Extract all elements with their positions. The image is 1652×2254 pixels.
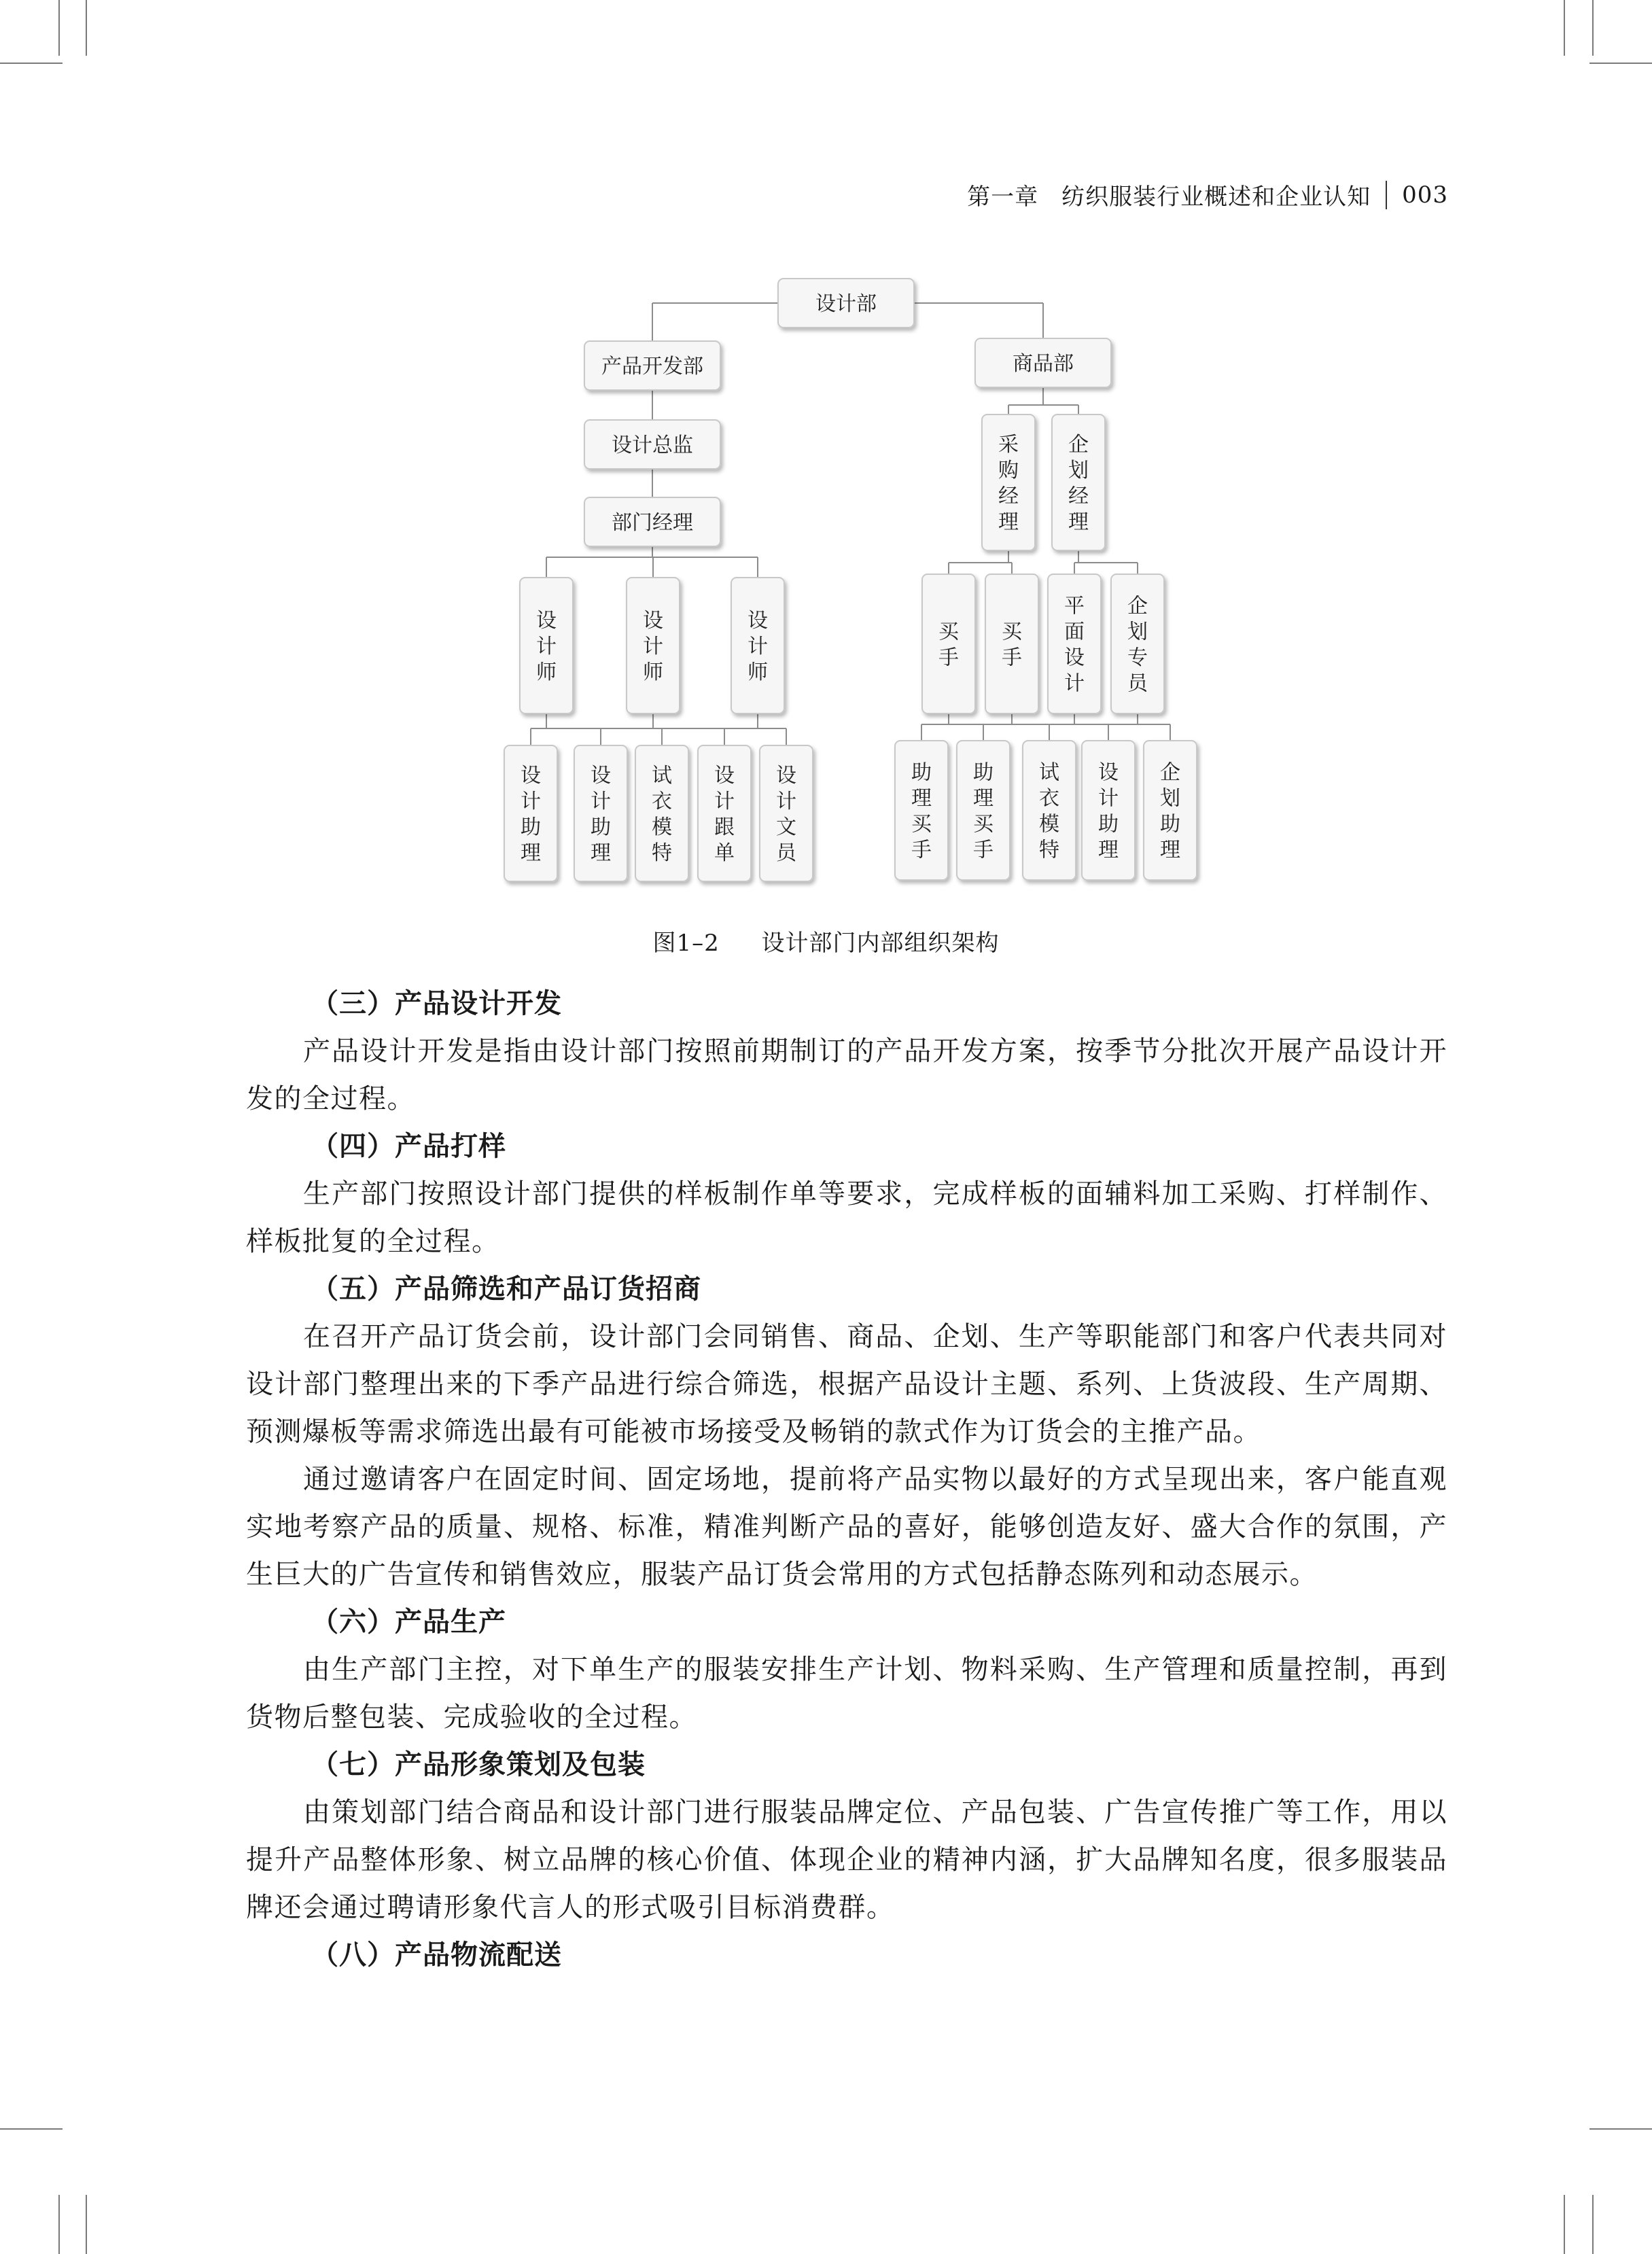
org-node-planning-assistant bbox=[1144, 741, 1197, 880]
org-node-design-assistant-2 bbox=[574, 745, 627, 881]
crop-mark bbox=[86, 2195, 87, 2254]
body-text bbox=[246, 980, 1447, 1979]
figure-label: 图1–2 bbox=[652, 930, 720, 957]
org-node-designer-3 bbox=[731, 578, 784, 714]
org-node-label: 设计总监 bbox=[612, 434, 693, 457]
chapter-label: 第一章 bbox=[967, 183, 1039, 211]
org-node-label: 设计跟单 bbox=[714, 764, 735, 865]
org-node-purchase-manager bbox=[982, 415, 1035, 550]
crop-mark bbox=[1592, 2195, 1594, 2254]
org-node-label: 设计师 bbox=[536, 609, 557, 684]
org-node-label: 平面设计 bbox=[1064, 594, 1085, 696]
org-node-label: 采购经理 bbox=[998, 433, 1019, 534]
org-node-design-assistant-3 bbox=[1082, 741, 1135, 880]
org-node-fit-model-1 bbox=[635, 745, 688, 881]
org-node-design-clerk bbox=[760, 745, 813, 881]
org-node-designer-2 bbox=[627, 578, 680, 714]
org-node-fit-model-2 bbox=[1023, 741, 1076, 880]
org-node-label: 助理买手 bbox=[911, 760, 932, 862]
org-node-label: 企划专员 bbox=[1127, 594, 1148, 696]
crop-mark bbox=[1589, 2128, 1652, 2130]
org-node-assistant-buyer-1 bbox=[895, 741, 948, 880]
org-node-graphic-design bbox=[1048, 574, 1101, 714]
figure-caption bbox=[0, 924, 1652, 957]
paragraph: 产品设计开发是指由设计部门按照前期制订的产品开发方案，按季节分批次开展产品设计开发的全过程。 bbox=[246, 1036, 1447, 1114]
section-heading: （五）产品筛选和产品订货招商 bbox=[311, 1273, 701, 1305]
org-node-buyer-2 bbox=[985, 574, 1038, 714]
org-node-designer-1 bbox=[520, 578, 573, 714]
paragraph: 生产部门按照设计部门提供的样板制作单等要求，完成样板的面辅料加工采购、打样制作、样板批复的全过程。 bbox=[246, 1178, 1447, 1257]
org-node-buyer-1 bbox=[922, 574, 975, 714]
org-node-label: 设计助理 bbox=[521, 764, 541, 865]
paragraph: 在召开产品订货会前，设计部门会同销售、商品、企划、生产等职能部门和客户代表共同对设计部门整理出来的下季产品进行综合筛选，根据产品设计主题、系列、上货波段、生产周期、预测爆板等需求筛选出最有可能被市场接受及畅销的款式作为订货会的主推产品。 bbox=[246, 1321, 1447, 1447]
page-number: 003 bbox=[1402, 181, 1448, 209]
org-node-label: 产品开发部 bbox=[601, 355, 703, 378]
org-node-assistant-buyer-2 bbox=[957, 741, 1010, 880]
chapter-title: 纺织服装行业概述和企业认知 bbox=[1061, 183, 1371, 211]
crop-mark bbox=[0, 2128, 63, 2130]
org-node-label: 企划经理 bbox=[1068, 433, 1089, 534]
org-node-design-assistant-1 bbox=[504, 745, 557, 881]
crop-mark bbox=[1564, 2195, 1565, 2254]
section-heading: （七）产品形象策划及包装 bbox=[311, 1749, 646, 1780]
section-heading: （八）产品物流配送 bbox=[311, 1939, 562, 1971]
org-node-label: 设计文员 bbox=[776, 764, 796, 865]
paragraph: 由生产部门主控，对下单生产的服装安排生产计划、物料采购、生产管理和质量控制，再到货物后整包装、完成验收的全过程。 bbox=[246, 1654, 1447, 1733]
org-node-label: 试衣模特 bbox=[1039, 760, 1059, 862]
org-node-label: 设计助理 bbox=[591, 764, 611, 865]
paragraph: 由策划部门结合商品和设计部门进行服装品牌定位、产品包装、广告宣传推广等工作，用以提升产品整体形象、树立品牌的核心价值、体现企业的精神内涵，扩大品牌知名度，很多服装品牌还会通过聘请形象代言人的形式吸引目标消费群。 bbox=[246, 1797, 1447, 1923]
section-heading: （三）产品设计开发 bbox=[311, 988, 562, 1019]
section-heading: （六）产品生产 bbox=[311, 1606, 506, 1638]
org-node-merch bbox=[975, 338, 1111, 387]
org-node-label: 设计助理 bbox=[1098, 760, 1119, 862]
section-heading: （四）产品打样 bbox=[311, 1131, 506, 1162]
org-chart bbox=[0, 0, 1652, 911]
figure-title: 设计部门内部组织架构 bbox=[761, 930, 1000, 957]
org-node-design-follow bbox=[698, 745, 751, 881]
org-node-label: 部门经理 bbox=[612, 511, 693, 535]
crop-mark bbox=[58, 2195, 60, 2254]
org-node-label: 设计师 bbox=[643, 609, 663, 684]
org-node-root bbox=[778, 279, 914, 328]
org-node-planning-specialist bbox=[1111, 574, 1164, 714]
org-node-product-dev bbox=[584, 341, 720, 390]
org-node-label: 买手 bbox=[1002, 620, 1022, 670]
org-node-dept-manager bbox=[584, 497, 720, 546]
org-node-label: 买手 bbox=[938, 620, 959, 670]
org-node-label: 助理买手 bbox=[973, 760, 994, 862]
org-node-label: 设计部 bbox=[815, 292, 877, 316]
org-node-label: 试衣模特 bbox=[652, 764, 672, 865]
org-node-planning-manager bbox=[1052, 415, 1105, 550]
org-node-director bbox=[584, 420, 720, 469]
paragraph: 通过邀请客户在固定时间、固定场地，提前将产品实物以最好的方式呈现出来，客户能直观实地考察产品的质量、规格、标准，精准判断产品的喜好，能够创造友好、盛大合作的氛围，产生巨大的广告宣传和销售效应，服装产品订货会常用的方式包括静态陈列和动态展示。 bbox=[246, 1464, 1447, 1590]
org-node-label: 企划助理 bbox=[1160, 760, 1180, 862]
org-node-label: 设计师 bbox=[748, 609, 768, 684]
org-node-label: 商品部 bbox=[1013, 352, 1074, 376]
